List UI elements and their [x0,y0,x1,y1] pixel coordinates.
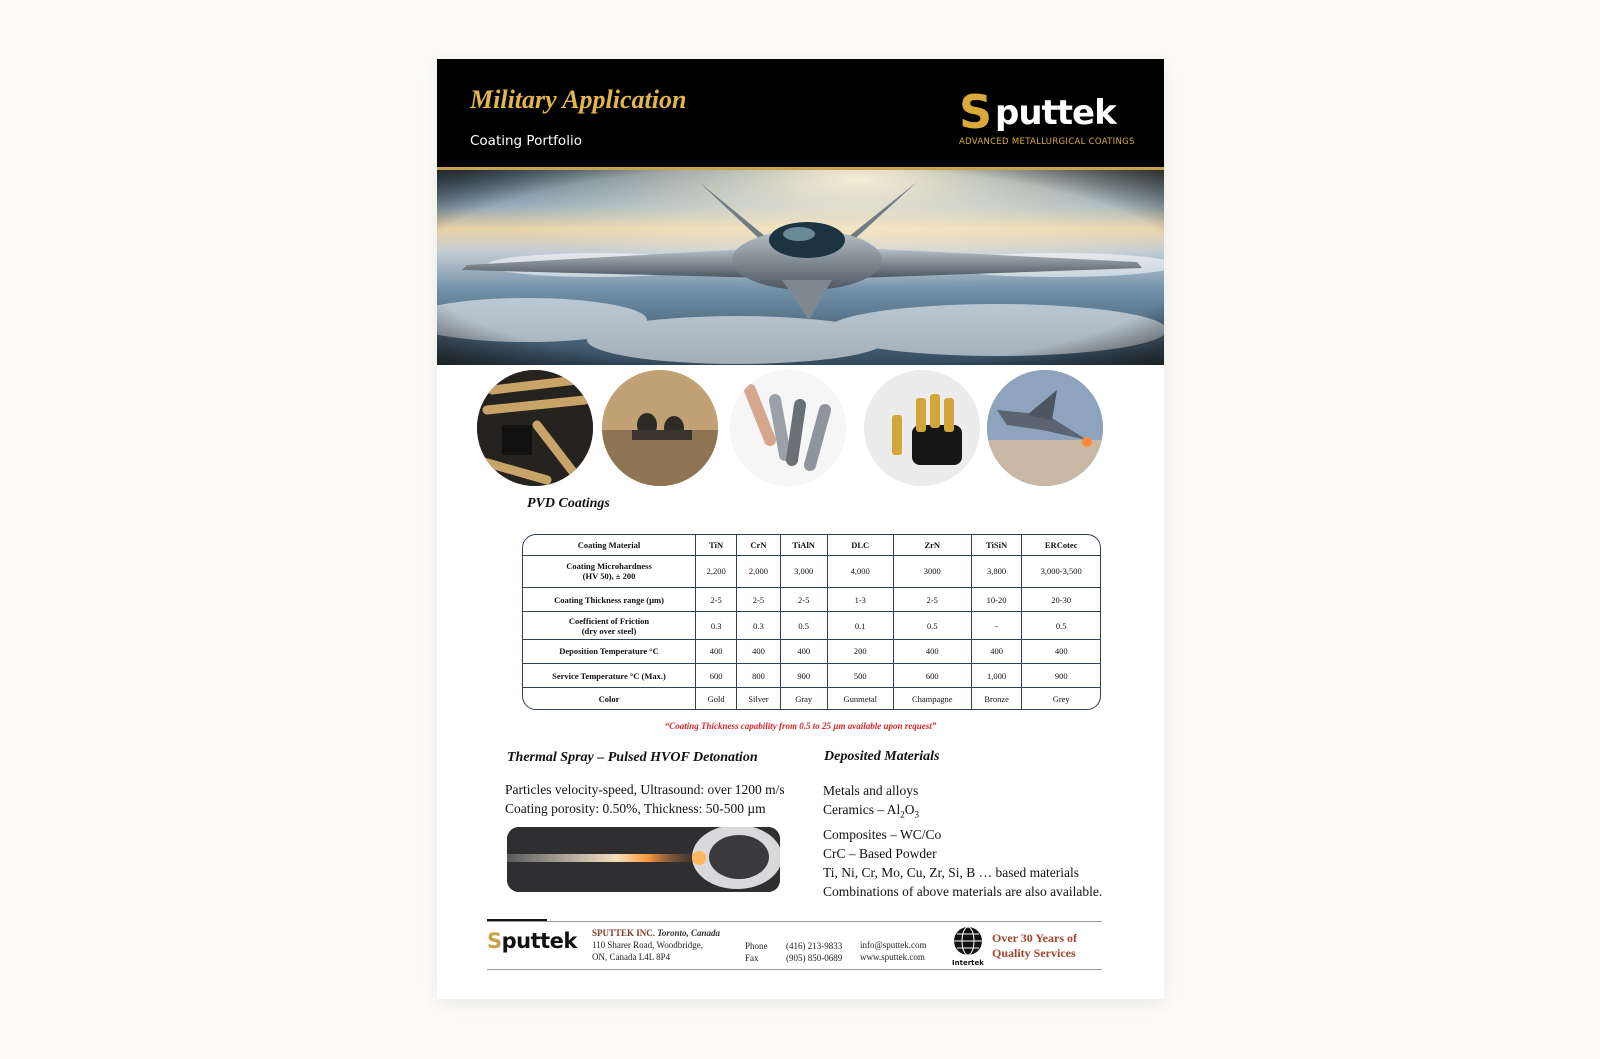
table-cell: 2,000 [737,555,780,587]
hero-jet-image [437,170,1164,365]
table-cell: 0.3 [737,612,780,639]
list-item: CrC – Based Powder [823,845,937,861]
table-cell: 400 [971,639,1022,663]
table-cell: 0.5 [1022,612,1100,639]
deposited-materials-title: Deposited Materials [824,749,940,764]
row-label: Coefficient of Friction (dry over steel) [523,612,696,639]
jet-in-sky-illustration [987,370,1103,486]
logo-tagline: ADVANCED METALLURGICAL COATINGS [959,137,1135,147]
table-cell: Champagne [893,688,971,709]
thermal-line-2: Coating porosity: 0.50%, Thickness: 50-500 µm [505,801,766,816]
column-header: TiAlN [780,535,827,555]
intertek-badge [951,926,985,968]
hvof-spray-illustration [507,827,780,892]
thumb-jet-image [987,370,1103,486]
email-link[interactable]: info@sputtek.com [860,940,927,950]
footer-web-contacts [860,939,927,963]
logo-s-mark-icon: S [959,85,993,139]
page-title: Military Application [470,85,687,114]
table-cell: 600 [893,663,971,687]
gold-bullets-illustration [864,370,980,486]
table-cell: 0.1 [827,612,893,639]
table-cell: 900 [1022,663,1100,687]
table-cell: 20-30 [1022,588,1100,612]
ceramics-text: Ceramics – Al [823,802,901,817]
fighter-jet-illustration [437,170,1164,365]
table-cell: 500 [827,663,893,687]
logo-wordmark: puttek [995,93,1116,133]
row-label: Color [523,688,696,709]
table-cell: 1-3 [827,588,893,612]
table-cell: 200 [827,639,893,663]
list-item: Combinations of above materials are also available. [823,883,1103,899]
list-item [823,800,1102,825]
header-banner [437,59,1164,170]
table-cell: 4,000 [827,555,893,587]
thermal-spray-text [505,780,785,818]
fax-label: Fax [745,953,759,963]
list-item: Composites – WC/Co [823,826,942,842]
table-cell: 2-5 [696,588,737,612]
years-line-2: Quality Services [992,946,1076,960]
footer-contact-numbers [786,940,842,964]
row-label: Deposition Temperature °C [523,639,696,663]
footer-logo-word: puttek [501,929,577,953]
column-header: TiSiN [971,535,1022,555]
table-cell: 400 [737,639,780,663]
footer-rule-top [487,921,1102,922]
table-cell: 3,000-3,500 [1022,555,1100,587]
company-city: Toronto, Canada [657,928,720,938]
column-header: Coating Material [523,535,696,555]
product-photo-strip [477,370,1117,488]
table-row [523,688,1100,709]
thumb-soldiers-image [602,370,718,486]
table-header-row [523,535,1100,555]
table-row [523,639,1100,663]
footer-rule-bottom [487,969,1102,970]
footer-address-block [592,927,720,963]
table-cell: 800 [737,663,780,687]
page-subtitle: Coating Portfolio [470,133,582,149]
column-header: ERCotec [1022,535,1100,555]
globe-icon [951,926,985,958]
column-header: TiN [696,535,737,555]
thermal-line-1: Particles velocity-speed, Ultrasound: over 1200 m/s [505,782,785,797]
row-label: Coating Thickness range (µm) [523,588,696,612]
thumb-gold-parts-image [477,370,593,486]
column-header: DLC [827,535,893,555]
table-cell: Gold [696,688,737,709]
document-page [437,59,1164,999]
phone-label: Phone [745,941,768,951]
years-of-service [992,931,1077,961]
list-item: Metals and alloys [823,783,919,798]
fax-number: (905) 850-0689 [786,953,843,963]
intertek-label: Intertek [952,959,984,967]
phone-number: (416) 213-9833 [786,941,843,951]
table-cell: 400 [1022,639,1100,663]
subscript: 3 [914,809,919,820]
table-cell: 3,000 [780,555,827,587]
table-cell: - [971,612,1022,639]
company-line [592,927,720,939]
table-row [523,555,1100,587]
hvof-flame-image [507,827,780,892]
column-header: ZrN [893,535,971,555]
table-cell: 900 [780,663,827,687]
footer-logo-s-icon: S [487,929,502,953]
deposited-materials-list [823,781,1102,901]
table-cell: 400 [893,639,971,663]
list-item: Ti, Ni, Cr, Mo, Cu, Zr, Si, B … based materials [823,864,1080,880]
table-cell: 2-5 [780,588,827,612]
thermal-spray-title: Thermal Spray – Pulsed HVOF Detonation [507,750,758,765]
table-cell: Gray [780,688,827,709]
column-header: CrN [737,535,780,555]
table-cell: 3000 [893,555,971,587]
table-cell: 400 [696,639,737,663]
table-cell: 0.3 [696,612,737,639]
footer-contact-labels [745,940,768,964]
table-cell: 2-5 [893,588,971,612]
row-label: Service Temperature °C (Max.) [523,663,696,687]
table-cell: 1,000 [971,663,1022,687]
table-cell: 600 [696,663,737,687]
table-cell: 3,800 [971,555,1022,587]
table-row [523,588,1100,612]
footer-logo [487,929,577,953]
table-cell: 400 [780,639,827,663]
pvd-coatings-table [522,534,1101,710]
website-link[interactable]: www.sputtek.com [860,952,925,962]
soldiers-in-water-illustration [602,370,718,486]
coated-barrels-illustration [730,370,846,486]
table-cell: 10-20 [971,588,1022,612]
thumb-bullets-image [864,370,980,486]
table-cell: 0.5 [780,612,827,639]
company-name: SPUTTEK INC. [592,928,656,938]
gold-coated-parts-illustration [477,370,593,486]
table-cell: Grey [1022,688,1100,709]
table-cell: Gunmetal [827,688,893,709]
thickness-note: “Coating Thickness capability from 0.5 to 25 µm available upon request” [664,721,937,731]
table-cell: 2,200 [696,555,737,587]
table-cell: 2-5 [737,588,780,612]
ceramics-oxygen: O [904,802,915,817]
table-row [523,612,1100,639]
subscript: 2 [900,809,905,820]
table-cell: Silver [737,688,780,709]
sputtek-logo [959,85,1135,149]
thumb-barrels-image [730,370,846,486]
row-label: Coating Microhardness (HV 50), ± 200 [523,555,696,587]
years-line-1: Over 30 Years of [992,931,1077,945]
table-row [523,663,1100,687]
address-line-2: ON, Canada L4L 8P4 [592,952,671,962]
table-cell: 0.5 [893,612,971,639]
pvd-section-title: PVD Coatings [527,496,610,511]
table-cell: Bronze [971,688,1022,709]
address-line-1: 110 Sharer Road, Woodbridge, [592,940,704,950]
